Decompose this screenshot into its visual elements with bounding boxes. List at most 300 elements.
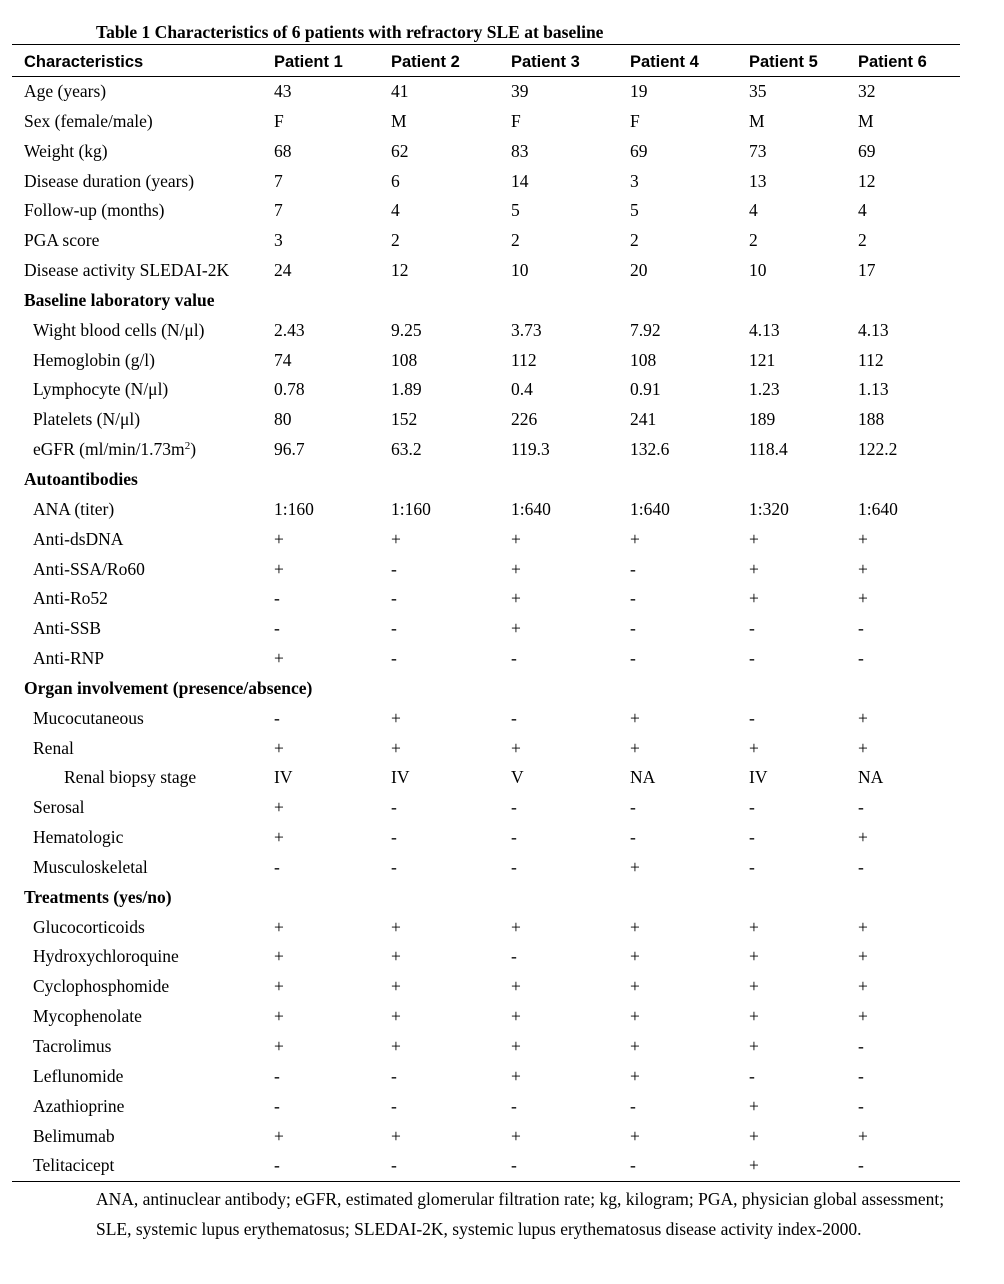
patient-4-value: + — [630, 946, 640, 967]
patient-3-value: 3.73 — [511, 319, 542, 340]
patient-3-value: + — [511, 976, 521, 997]
patient-4-value: + — [630, 1006, 640, 1027]
table-row — [12, 584, 960, 614]
table-row — [12, 1002, 960, 1032]
patient-6-value: - — [858, 1065, 864, 1086]
patient-1-value: - — [274, 588, 280, 609]
patient-3-value: + — [511, 558, 521, 579]
patient-4-value: - — [630, 1095, 636, 1116]
table-row — [12, 555, 960, 585]
patient-4-value: 20 — [630, 260, 648, 281]
patient-5-value: 4 — [749, 200, 758, 221]
patient-4-value: - — [630, 618, 636, 639]
patient-1-value: + — [274, 558, 284, 579]
table-row — [12, 942, 960, 972]
patient-4-value: + — [630, 1065, 640, 1086]
patient-1-value: + — [274, 916, 284, 937]
row-label-text: Treatments (yes/no) — [24, 886, 172, 907]
table-row — [12, 913, 960, 943]
row-label — [33, 405, 140, 435]
patient-6-value: + — [858, 707, 868, 728]
patient-6-value: NA — [858, 767, 884, 788]
table-row — [12, 972, 960, 1002]
patient-1-value: + — [274, 1006, 284, 1027]
patient-1-value: + — [274, 827, 284, 848]
patient-2-value: - — [391, 648, 397, 669]
patient-1-value: + — [274, 528, 284, 549]
patient-1-value: - — [274, 1155, 280, 1176]
patient-2-value: + — [391, 1036, 401, 1056]
row-label-tail: ) — [190, 439, 197, 460]
row-label-text: Hydroxychloroquine — [33, 946, 179, 967]
patient-2-value: 4 — [391, 200, 400, 221]
characteristics-table — [12, 44, 960, 1182]
patient-2-value: 62 — [391, 140, 409, 161]
patient-6-value: - — [858, 797, 864, 818]
patient-5-value: - — [749, 797, 755, 818]
row-label — [33, 495, 114, 525]
header-cell: Patient 5 — [749, 53, 818, 71]
patient-6-value: 4 — [858, 200, 867, 221]
patient-6-value: + — [858, 558, 868, 579]
patient-5-value: 118.4 — [749, 439, 788, 460]
patient-5-value: IV — [749, 767, 768, 788]
patient-3-value: 0.4 — [511, 379, 533, 400]
patient-2-value: - — [391, 1155, 397, 1176]
patient-3-value: 83 — [511, 140, 529, 161]
patient-2-value: 1:160 — [391, 498, 431, 519]
patient-2-value: - — [391, 1065, 397, 1086]
patient-5-value: 35 — [749, 81, 767, 101]
patient-1-value: + — [274, 737, 284, 758]
row-label — [33, 1092, 124, 1122]
table-row — [12, 77, 960, 107]
patient-5-value: - — [749, 618, 755, 639]
row-label-text: Mucocutaneous — [33, 707, 144, 728]
patient-4-value: F — [630, 110, 640, 131]
patient-6-value: - — [858, 1036, 864, 1056]
patient-4-value: - — [630, 827, 636, 848]
patient-5-value: 1.23 — [749, 379, 780, 400]
section-header-row — [12, 674, 960, 704]
patient-3-value: 2 — [511, 230, 520, 251]
row-label — [33, 942, 179, 972]
table-row — [12, 704, 960, 734]
header-cell: Patient 3 — [511, 53, 580, 71]
patient-1-value: + — [274, 1036, 284, 1056]
table-body — [12, 77, 960, 1181]
patient-1-value: - — [274, 1095, 280, 1116]
row-label — [24, 196, 165, 226]
table-row — [12, 495, 960, 525]
patient-6-value: 4.13 — [858, 319, 889, 340]
patient-4-value: - — [630, 1155, 636, 1176]
table-row — [12, 525, 960, 555]
patient-3-value: - — [511, 1155, 517, 1176]
table-row — [12, 1151, 960, 1181]
table-row — [12, 316, 960, 346]
table-footnote: ANA, antinuclear antibody; eGFR, estimated glomerular filtration rate; kg, kilogram; PGA, physician global assessment; SLE, systemic lupus erythematosus; SLEDAI-2K, systemic lupus erythematosus disease activity index-2000. — [96, 1189, 945, 1239]
table-row — [12, 405, 960, 435]
patient-1-value: 0.78 — [274, 379, 305, 400]
header-cell: Patient 4 — [630, 53, 699, 71]
row-label-text: Autoantibodies — [24, 468, 138, 489]
section-label — [24, 286, 215, 316]
row-label-text: Hematologic — [33, 827, 124, 848]
patient-4-value: 69 — [630, 140, 648, 161]
patient-3-value: - — [511, 707, 517, 728]
table-row — [12, 435, 960, 465]
row-label-text: Organ involvement (presence/absence) — [24, 677, 313, 698]
row-label — [24, 107, 153, 137]
patient-1-value: 96.7 — [274, 439, 305, 460]
patient-4-value: + — [630, 856, 640, 877]
patient-4-value: + — [630, 1036, 640, 1056]
table-row — [12, 853, 960, 883]
row-label — [33, 584, 108, 614]
patient-1-value: 3 — [274, 230, 283, 251]
patient-4-value: 5 — [630, 200, 639, 221]
table-caption: Table 1 Characteristics of 6 patients with refractory SLE at baseline — [96, 22, 604, 42]
patient-2-value: - — [391, 856, 397, 877]
patient-3-value: 226 — [511, 409, 538, 430]
row-label — [33, 435, 196, 465]
patient-3-value: V — [511, 767, 524, 788]
patient-5-value: + — [749, 976, 759, 997]
patient-2-value: + — [391, 1125, 401, 1146]
patient-1-value: 24 — [274, 260, 292, 281]
patient-2-value: + — [391, 737, 401, 758]
row-label — [24, 256, 229, 286]
row-label-text: Belimumab — [33, 1125, 115, 1146]
row-label — [24, 77, 106, 107]
table-row — [12, 346, 960, 376]
patient-3-value: + — [511, 1065, 521, 1086]
patient-1-value: 7 — [274, 200, 283, 221]
row-label-text: Baseline laboratory value — [24, 289, 215, 310]
patient-1-value: + — [274, 648, 284, 669]
row-label-text: Follow-up (months) — [24, 200, 165, 221]
patient-4-value: 0.91 — [630, 379, 661, 400]
table-row — [12, 644, 960, 674]
row-label-text: Anti-RNP — [33, 648, 104, 669]
patient-6-value: 112 — [858, 349, 884, 370]
patient-2-value: - — [391, 558, 397, 579]
patient-1-value: 68 — [274, 140, 292, 161]
row-label-text: Hemoglobin (g/l) — [33, 349, 155, 370]
patient-6-value: + — [858, 946, 868, 967]
row-label — [33, 346, 155, 376]
row-label-text: Anti-Ro52 — [33, 588, 108, 609]
patient-6-value: 2 — [858, 230, 867, 251]
row-label — [33, 734, 74, 764]
row-label-text: Mycophenolate — [33, 1006, 142, 1027]
row-label — [33, 375, 168, 405]
patient-4-value: 1:640 — [630, 498, 670, 519]
patient-5-value: 2 — [749, 230, 758, 251]
patient-1-value: 43 — [274, 81, 292, 101]
patient-5-value: 73 — [749, 140, 767, 161]
row-label-text: Anti-SSA/Ro60 — [33, 558, 145, 579]
patient-4-value: 108 — [630, 349, 657, 370]
patient-1-value: - — [274, 1065, 280, 1086]
row-label-text: Platelets (N/μl) — [33, 409, 141, 430]
row-label-text: Disease duration (years) — [24, 170, 195, 191]
table-row — [12, 137, 960, 167]
patient-6-value: 1:640 — [858, 498, 898, 519]
table-row — [12, 196, 960, 226]
section-label — [24, 674, 312, 704]
patient-5-value: - — [749, 648, 755, 669]
row-label — [33, 525, 123, 555]
table-row — [12, 614, 960, 644]
patient-5-value: M — [749, 110, 765, 131]
row-label — [33, 1062, 123, 1092]
patient-4-value: + — [630, 528, 640, 549]
patient-6-value: M — [858, 110, 874, 131]
patient-3-value: + — [511, 916, 521, 937]
table-row — [12, 226, 960, 256]
patient-6-value: + — [858, 1006, 868, 1027]
patient-6-value: + — [858, 916, 868, 937]
row-label — [33, 972, 169, 1002]
table-row — [12, 734, 960, 764]
table-row — [12, 1122, 960, 1152]
patient-5-value: - — [749, 1065, 755, 1086]
patient-2-value: - — [391, 618, 397, 639]
patient-2-value: - — [391, 1095, 397, 1116]
patient-1-value: 2.43 — [274, 319, 305, 340]
patient-6-value: + — [858, 737, 868, 758]
patient-5-value: - — [749, 856, 755, 877]
section-label — [24, 465, 138, 495]
patient-6-value: - — [858, 1095, 864, 1116]
table-row — [12, 1092, 960, 1122]
header-cell: Patient 2 — [391, 53, 460, 71]
patient-6-value: 32 — [858, 81, 876, 101]
patient-1-value: IV — [274, 767, 293, 788]
row-label-text: PGA score — [24, 230, 100, 251]
patient-2-value: + — [391, 1006, 401, 1027]
table-row — [12, 107, 960, 137]
patient-1-value: F — [274, 110, 284, 131]
patient-2-value: + — [391, 946, 401, 967]
patient-5-value: + — [749, 737, 759, 758]
patient-3-value: + — [511, 588, 521, 609]
table-row — [12, 167, 960, 197]
patient-2-value: 152 — [391, 409, 418, 430]
patient-2-value: 6 — [391, 170, 400, 191]
patient-5-value: - — [749, 827, 755, 848]
patient-1-value: - — [274, 856, 280, 877]
patient-4-value: + — [630, 737, 640, 758]
table-row — [12, 256, 960, 286]
patient-3-value: 5 — [511, 200, 520, 221]
patient-3-value: + — [511, 1006, 521, 1027]
patient-6-value: + — [858, 827, 868, 848]
patient-4-value: 241 — [630, 409, 657, 430]
row-label — [24, 137, 108, 167]
patient-1-value: + — [274, 797, 284, 818]
patient-1-value: 80 — [274, 409, 292, 430]
patient-6-value: 17 — [858, 260, 876, 281]
patient-5-value: + — [749, 558, 759, 579]
patient-3-value: 10 — [511, 260, 529, 281]
row-label — [33, 614, 101, 644]
table-row — [12, 1032, 960, 1062]
patient-3-value: 112 — [511, 349, 537, 370]
row-label-text: Glucocorticoids — [33, 916, 145, 937]
patient-2-value: + — [391, 916, 401, 937]
patient-3-value: 1:640 — [511, 498, 551, 519]
patient-5-value: 1:320 — [749, 498, 789, 519]
row-label — [33, 793, 85, 823]
patient-2-value: + — [391, 707, 401, 728]
section-header-row — [12, 286, 960, 316]
patient-2-value: - — [391, 588, 397, 609]
patient-6-value: 188 — [858, 409, 885, 430]
header-cell: Patient 6 — [858, 53, 927, 71]
row-label — [33, 913, 145, 943]
section-label — [24, 883, 172, 913]
row-label-text: Serosal — [33, 797, 85, 818]
patient-2-value: IV — [391, 767, 410, 788]
patient-3-value: + — [511, 528, 521, 549]
patient-2-value: 2 — [391, 230, 400, 251]
row-label-text: ANA (titer) — [33, 498, 115, 519]
row-label — [64, 763, 196, 793]
patient-5-value: 13 — [749, 170, 767, 191]
patient-2-value: 1.89 — [391, 379, 422, 400]
row-label — [24, 226, 99, 256]
patient-1-value: + — [274, 1125, 284, 1146]
patient-2-value: 63.2 — [391, 439, 422, 460]
patient-3-value: - — [511, 856, 517, 877]
row-label — [33, 853, 148, 883]
table-row — [12, 793, 960, 823]
patient-6-value: - — [858, 856, 864, 877]
patient-3-value: - — [511, 827, 517, 848]
patient-3-value: 119.3 — [511, 439, 550, 460]
patient-2-value: 12 — [391, 260, 409, 281]
row-label-text: Renal — [33, 737, 74, 758]
section-header-row — [12, 883, 960, 913]
patient-4-value: 19 — [630, 81, 648, 101]
patient-2-value: 41 — [391, 81, 409, 101]
row-label-text: Sex (female/male) — [24, 110, 153, 131]
patient-1-value: 1:160 — [274, 498, 314, 519]
row-label — [33, 555, 145, 585]
patient-3-value: 14 — [511, 170, 529, 191]
patient-5-value: + — [749, 1095, 759, 1116]
row-label-superscript: 2 — [184, 440, 191, 453]
row-label-text: Cyclophosphomide — [33, 976, 170, 997]
header-cell: Patient 1 — [274, 53, 343, 71]
patient-6-value: 69 — [858, 140, 876, 161]
patient-5-value: + — [749, 1006, 759, 1027]
row-label — [33, 316, 205, 346]
row-label — [33, 1151, 114, 1181]
patient-4-value: - — [630, 648, 636, 669]
table-row — [12, 763, 960, 793]
patient-2-value: M — [391, 110, 407, 131]
patient-4-value: - — [630, 588, 636, 609]
row-label-text: Renal biopsy stage — [64, 767, 197, 788]
patient-3-value: - — [511, 648, 517, 669]
patient-4-value: + — [630, 916, 640, 937]
patient-6-value: + — [858, 976, 868, 997]
patient-5-value: 10 — [749, 260, 767, 281]
patient-1-value: - — [274, 618, 280, 639]
patient-5-value: + — [749, 916, 759, 937]
patient-6-value: 12 — [858, 170, 876, 191]
patient-3-value: + — [511, 1036, 521, 1056]
patient-2-value: - — [391, 797, 397, 818]
patient-1-value: - — [274, 707, 280, 728]
patient-2-value: + — [391, 976, 401, 997]
row-label-text: eGFR (ml/min/1.73m — [33, 439, 185, 460]
row-label-text: Disease activity SLEDAI-2K — [24, 260, 230, 281]
patient-2-value: + — [391, 528, 401, 549]
patient-3-value: + — [511, 1125, 521, 1146]
patient-5-value: 4.13 — [749, 319, 780, 340]
patient-6-value: + — [858, 528, 868, 549]
row-label-text: Musculoskeletal — [33, 856, 148, 877]
row-label — [24, 167, 194, 197]
row-label-text: Tacrolimus — [33, 1036, 112, 1056]
row-label-text: Telitacicept — [33, 1155, 115, 1176]
patient-5-value: 189 — [749, 409, 776, 430]
table-row — [12, 823, 960, 853]
row-label-text: Anti-dsDNA — [33, 528, 124, 549]
table-header — [12, 45, 960, 77]
patient-5-value: - — [749, 707, 755, 728]
patient-4-value: 2 — [630, 230, 639, 251]
patient-2-value: - — [391, 827, 397, 848]
patient-6-value: - — [858, 618, 864, 639]
patient-4-value: 132.6 — [630, 439, 670, 460]
patient-5-value: + — [749, 528, 759, 549]
row-label — [33, 1122, 115, 1152]
row-label-text: Weight (kg) — [24, 140, 108, 161]
row-label-text: Azathioprine — [33, 1095, 125, 1116]
row-label — [33, 1032, 111, 1062]
row-label — [33, 1002, 142, 1032]
patient-4-value: - — [630, 558, 636, 579]
patient-4-value: + — [630, 1125, 640, 1146]
patient-1-value: + — [274, 976, 284, 997]
patient-6-value: 1.13 — [858, 379, 889, 400]
patient-6-value: + — [858, 1125, 868, 1146]
patient-4-value: NA — [630, 767, 656, 788]
row-label — [33, 644, 104, 674]
patient-5-value: + — [749, 588, 759, 609]
patient-5-value: + — [749, 946, 759, 967]
patient-1-value: 74 — [274, 349, 292, 370]
row-label-text: Leflunomide — [33, 1065, 124, 1086]
patient-2-value: 9.25 — [391, 319, 422, 340]
patient-5-value: + — [749, 1036, 759, 1056]
section-header-row — [12, 465, 960, 495]
patient-2-value: 108 — [391, 349, 418, 370]
row-label — [33, 704, 144, 734]
table-row — [12, 375, 960, 405]
row-label-text: Anti-SSB — [33, 618, 102, 639]
row-label-text: Age (years) — [24, 81, 107, 101]
patient-3-value: F — [511, 110, 521, 131]
patient-4-value: + — [630, 976, 640, 997]
patient-5-value: + — [749, 1155, 759, 1176]
